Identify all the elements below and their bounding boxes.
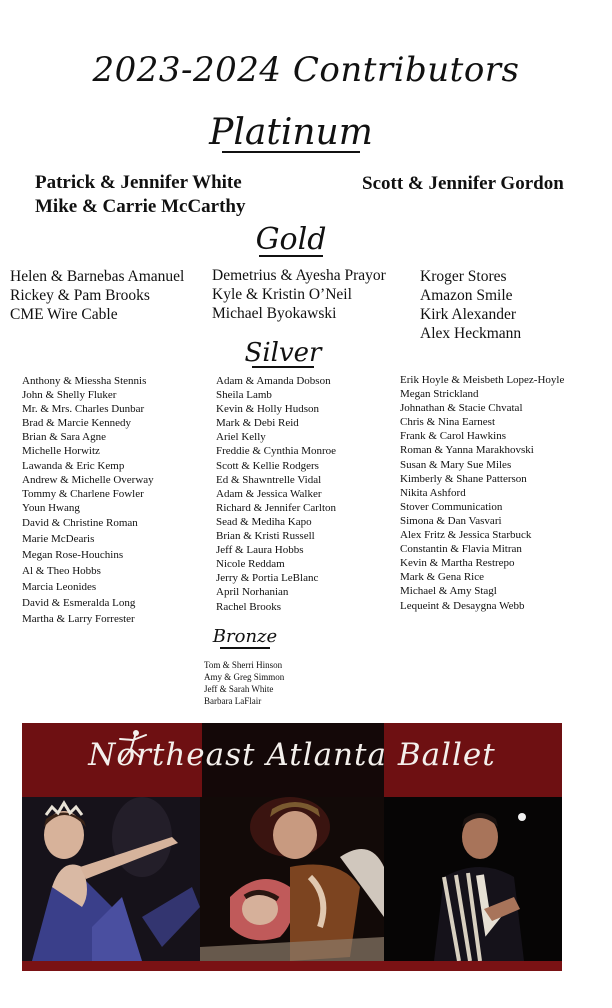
bronze-section-heading	[210, 626, 280, 649]
silver-contributor: Richard & Jennifer Carlton	[216, 501, 337, 514]
photo-dancer-blue	[22, 797, 200, 961]
platinum-heading-text: Platinum	[209, 112, 373, 153]
silver-contributor: Andrew & Michelle Overway	[22, 473, 154, 486]
silver-contributor: Brian & Sara Agne	[22, 431, 107, 444]
banner-title: Northeast Atlanta Ballet	[88, 737, 496, 773]
gold-column-1	[10, 267, 184, 324]
silver-contributor: Erik Hoyle & Meisbeth Lopez-Hoyle	[400, 374, 565, 386]
gold-contributor: Kyle & Kristin O’Neil	[212, 286, 352, 303]
bronze-contributor: Amy & Greg Simmon	[204, 672, 285, 682]
ballet-banner	[22, 723, 562, 971]
silver-contributor: Sead & Mediha Kapo	[216, 515, 312, 528]
silver-contributor: John & Shelly Fluker	[22, 389, 117, 402]
gold-contributor: Rickey & Pam Brooks	[10, 287, 150, 304]
silver-contributor: Freddie & Cynthia Monroe	[216, 445, 337, 458]
silver-column-2	[216, 374, 336, 614]
bronze-underline	[220, 647, 270, 649]
photo-male-dancer	[384, 797, 562, 961]
silver-contributor: Roman & Yanna Marakhovski	[400, 444, 534, 457]
silver-contributor: April Norhanian	[216, 586, 289, 599]
page-title: 2023-2024 Contributors	[92, 50, 520, 90]
silver-contributor: Marcia Leonides	[22, 580, 97, 593]
silver-contributor: Kevin & Martha Restrepo	[400, 557, 515, 570]
silver-contributor: Frank & Carol Hawkins	[400, 430, 507, 443]
silver-contributor: Megan Rose-Houchins	[22, 548, 124, 561]
silver-contributor: Kimberly & Shane Patterson	[400, 472, 527, 485]
silver-contributor: Ariel Kelly	[216, 431, 266, 444]
silver-column-1	[22, 374, 154, 627]
platinum-contributor: Mike & Carrie McCarthy	[35, 196, 246, 217]
silver-contributor: Brian & Kristi Russell	[216, 530, 315, 543]
silver-contributor: Susan & Mary Sue Miles	[400, 458, 512, 471]
gold-contributor: Kroger Stores	[420, 268, 507, 285]
silver-contributor: Lequeint & Desaygna Webb	[400, 599, 525, 612]
bronze-contributor: Tom & Sherri Hinson	[204, 660, 283, 670]
silver-contributor: Alex Fritz & Jessica Starbuck	[400, 529, 532, 542]
silver-contributor: Lawanda & Eric Kemp	[22, 459, 125, 472]
silver-contributor: Nicole Reddam	[216, 558, 285, 571]
platinum-right-list	[362, 172, 564, 196]
silver-contributor: Constantin & Flavia Mitran	[400, 543, 522, 556]
silver-column-3	[400, 373, 564, 613]
gold-column-3	[420, 267, 521, 343]
silver-contributor: Martha & Larry Forrester	[22, 612, 135, 625]
silver-contributor: Chris & Nina Earnest	[400, 416, 496, 429]
photo-costumed-characters	[200, 797, 384, 961]
gold-contributor: Demetrius & Ayesha Prayor	[212, 267, 386, 284]
silver-contributor: Simona & Dan Vasvari	[400, 514, 502, 527]
gold-contributor: Amazon Smile	[420, 287, 513, 304]
gold-contributor: CME Wire Cable	[10, 306, 118, 323]
silver-contributor: Sheila Lamb	[216, 389, 272, 402]
gold-contributor: Kirk Alexander	[420, 306, 516, 323]
silver-contributor: Adam & Jessica Walker	[216, 487, 322, 500]
silver-contributor: Nikita Ashford	[400, 486, 466, 499]
bronze-contributor: Jeff & Sarah White	[204, 684, 274, 694]
silver-contributor: Mr. & Mrs. Charles Dunbar	[22, 403, 145, 416]
platinum-contributor: Patrick & Jennifer White	[35, 172, 242, 193]
gold-heading-text: Gold	[255, 222, 327, 257]
gold-section-heading	[246, 222, 336, 257]
bronze-contributor: Barbara LaFlair	[204, 696, 262, 706]
silver-contributor: Brad & Marcie Kennedy	[22, 417, 132, 430]
banner-footer-stripe	[22, 961, 562, 971]
silver-contributor: Scott & Kellie Rodgers	[216, 459, 319, 472]
silver-contributor: Jeff & Laura Hobbs	[216, 544, 304, 557]
gold-column-2	[212, 266, 386, 323]
gold-contributor: Alex Heckmann	[420, 325, 522, 342]
silver-contributor: David & Esmeralda Long	[22, 596, 136, 609]
platinum-section-heading	[206, 112, 376, 153]
silver-contributor: Mark & Debi Reid	[216, 417, 299, 430]
gold-contributor: Helen & Barnebas Amanuel	[10, 268, 185, 285]
silver-contributor: Youn Hwang	[22, 501, 80, 514]
silver-contributor: David & Christine Roman	[22, 516, 138, 529]
silver-contributor: Anthony & Miessha Stennis	[22, 375, 147, 387]
silver-contributor: Stover Communication	[400, 500, 503, 513]
silver-contributor: Kevin & Holly Hudson	[216, 403, 319, 416]
bronze-list	[204, 659, 284, 707]
silver-contributor: Ed & Shawntrelle Vidal	[216, 473, 322, 486]
silver-heading-text: Silver	[244, 338, 322, 368]
silver-contributor: Al & Theo Hobbs	[22, 564, 101, 577]
platinum-left-list	[35, 171, 246, 219]
silver-contributor: Tommy & Charlene Fowler	[22, 487, 144, 500]
silver-contributor: Michael & Amy Stagl	[400, 585, 497, 598]
silver-contributor: Johnathan & Stacie Chvatal	[400, 402, 523, 415]
bronze-heading-text: Bronze	[212, 626, 278, 647]
silver-contributor: Megan Strickland	[400, 388, 479, 401]
silver-contributor: Jerry & Portia LeBlanc	[216, 572, 319, 585]
silver-contributor: Adam & Amanda Dobson	[216, 375, 331, 387]
silver-contributor: Rachel Brooks	[216, 600, 282, 613]
silver-contributor: Michelle Horwitz	[22, 445, 100, 458]
gold-contributor: Michael Byokawski	[212, 305, 337, 322]
silver-contributor: Mark & Gena Rice	[400, 571, 484, 584]
silver-section-heading	[238, 338, 328, 368]
silver-contributor: Marie McDearis	[22, 532, 95, 545]
platinum-contributor: Scott & Jennifer Gordon	[362, 173, 564, 194]
